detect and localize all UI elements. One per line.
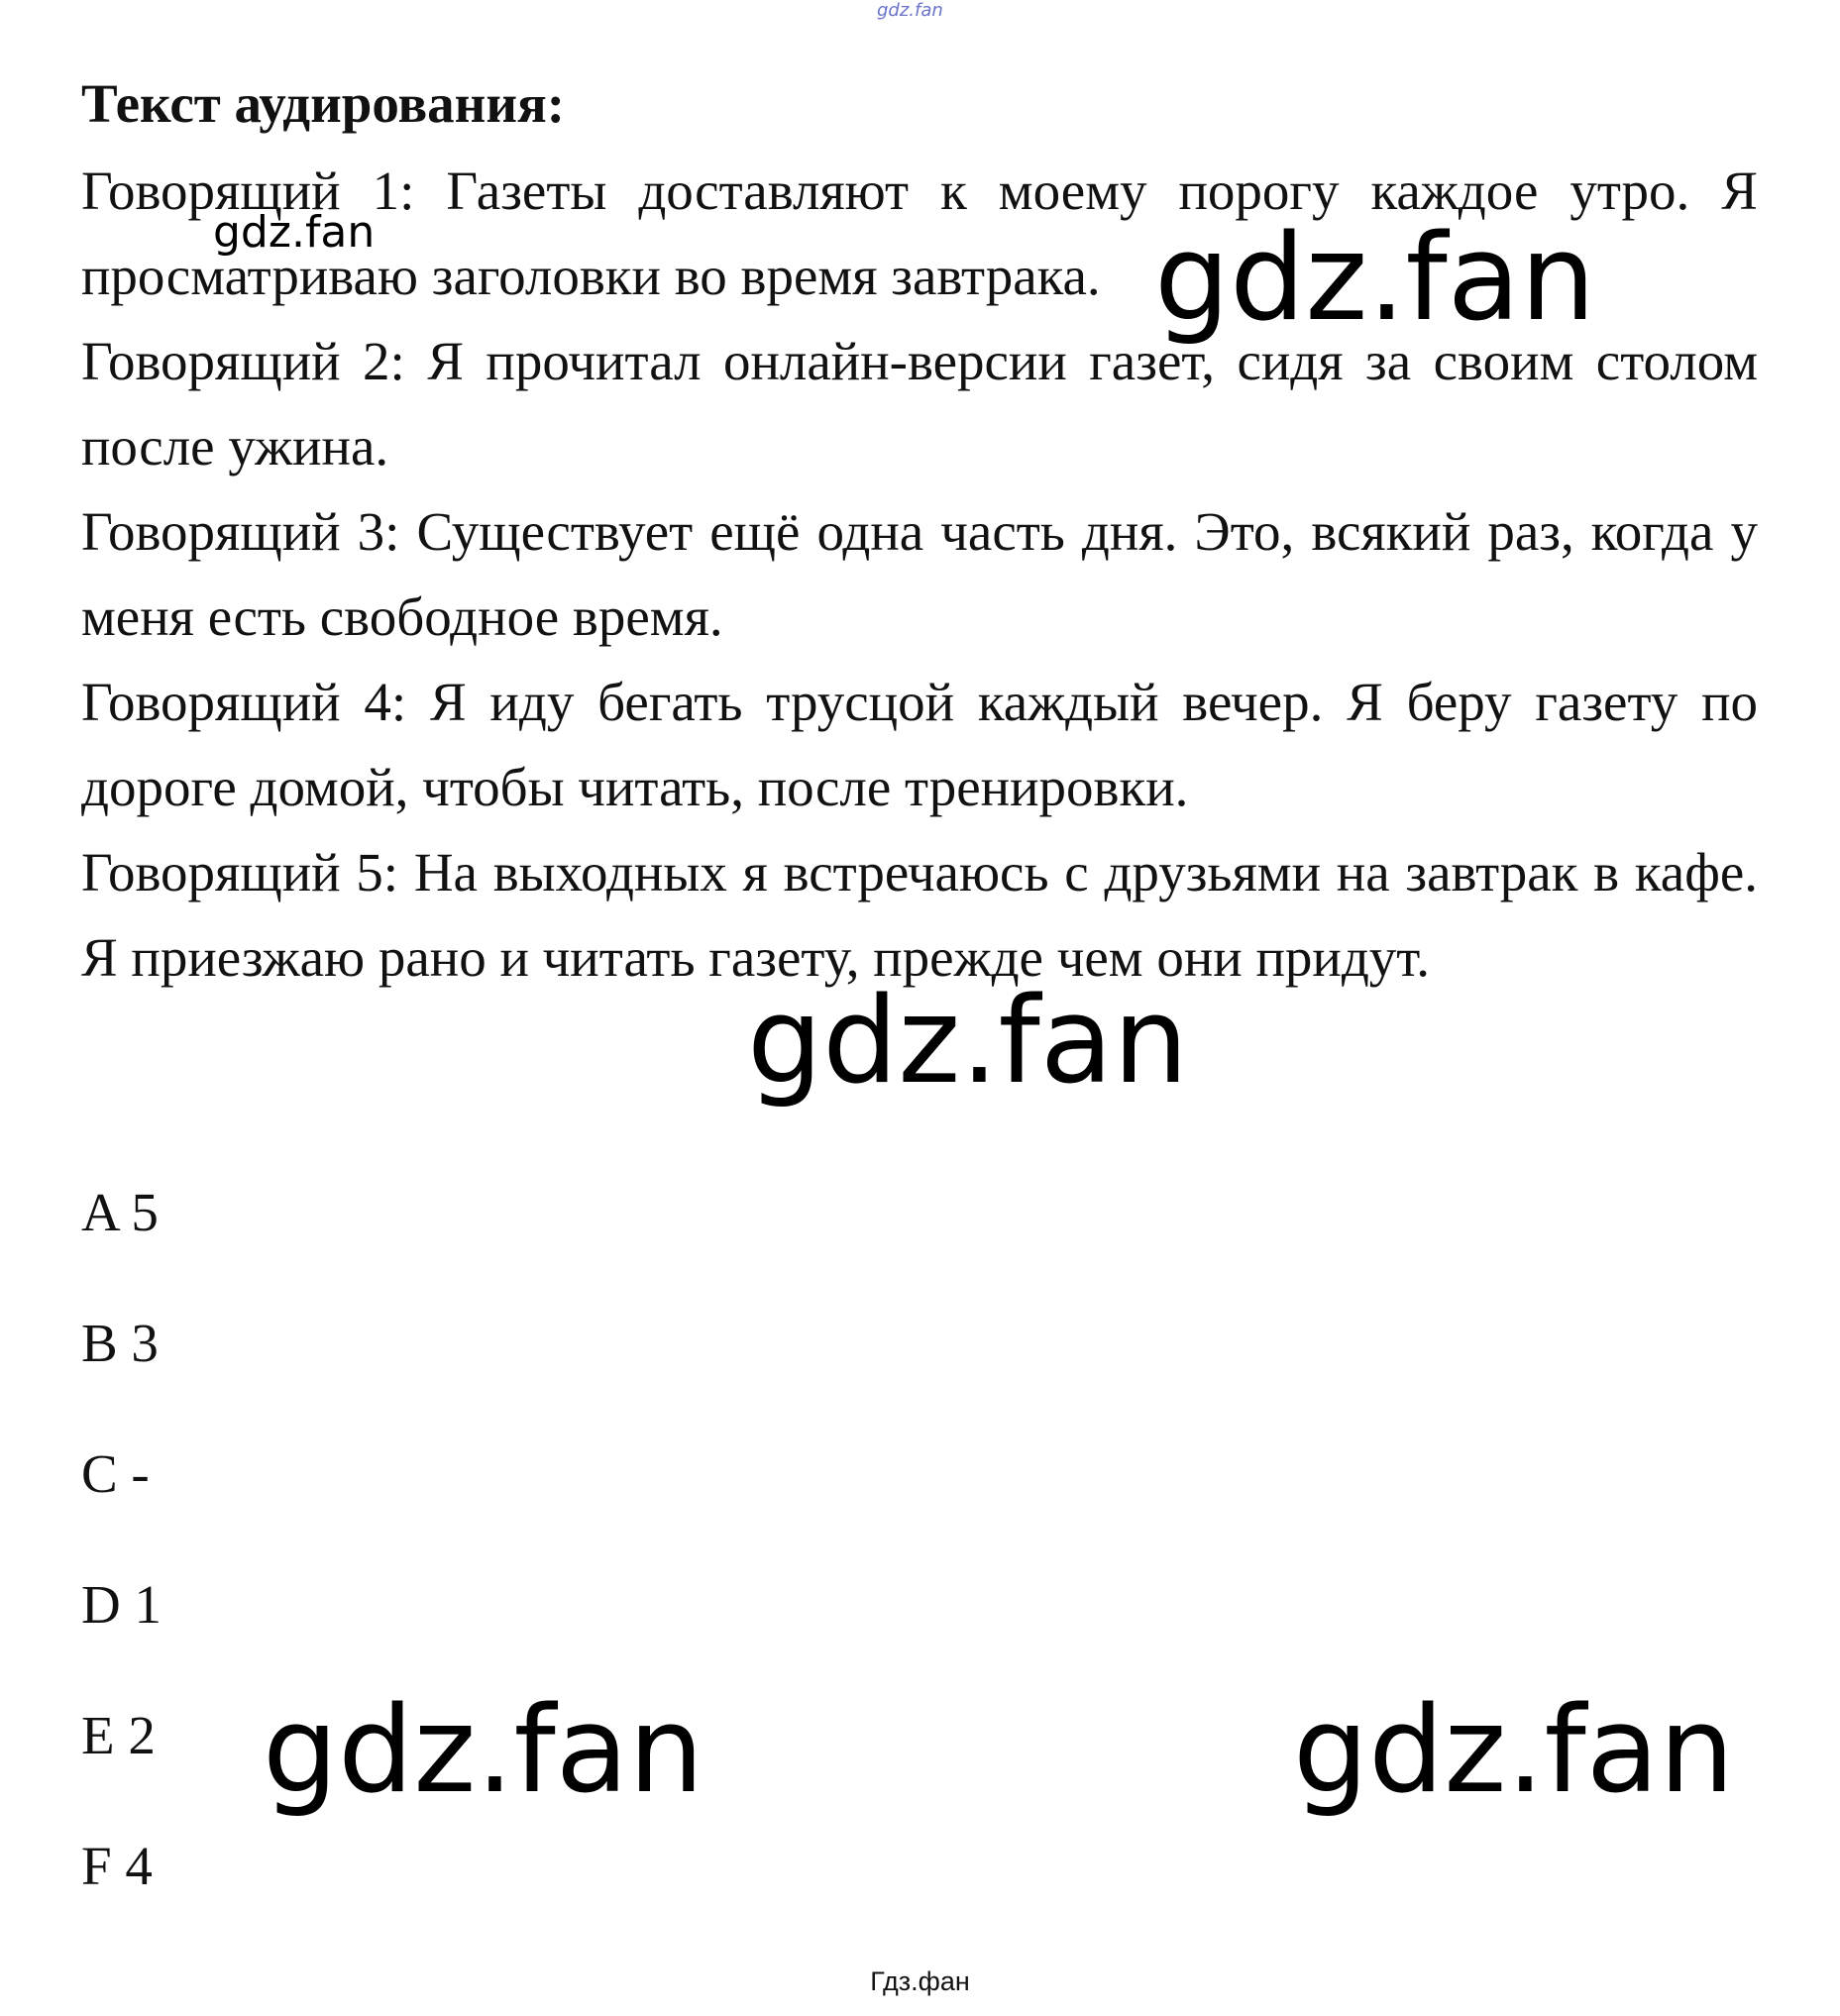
speaker-1-text: Говорящий 1: Газеты доставляют к моему порогу каждое утро. Я просматриваю заголовки во время завтрака. — [81, 160, 1758, 306]
watermark-large-3: gdz.fan — [263, 1682, 704, 1820]
answer-b: B 3 — [81, 1313, 159, 1373]
watermark-large-1: gdz.fan — [1154, 210, 1596, 348]
answer-c: C - — [81, 1443, 150, 1504]
answer-e: E 2 — [81, 1705, 156, 1765]
answer-d: D 1 — [81, 1574, 162, 1635]
watermark-top: gdz.fan — [877, 0, 943, 21]
watermark-large-2: gdz.fan — [747, 973, 1189, 1111]
watermark-small: gdz.fan — [213, 207, 376, 258]
page-heading: Текст аудирования: — [81, 73, 566, 134]
page-footer: Гдз.фан — [870, 1966, 970, 1996]
answer-f: F 4 — [81, 1836, 153, 1896]
watermark-large-4: gdz.fan — [1293, 1682, 1735, 1820]
speaker-2-text: Говорящий 2: Я прочитал онлайн-версии газет, сидя за своим столом после ужина. — [81, 331, 1758, 477]
speaker-4-text: Говорящий 4: Я иду бегать трусцой каждый вечер. Я беру газету по дороге домой, чтобы читать, после тренировки. — [81, 672, 1758, 817]
speaker-3-text: Говорящий 3: Существует ещё одна часть дня. Это, всякий раз, когда у меня есть свободное время. — [81, 501, 1758, 647]
answer-a: A 5 — [81, 1182, 159, 1242]
speaker-5-text: Говорящий 5: На выходных я встречаюсь с друзьями на завтрак в кафе. Я приезжаю рано и читать газету, прежде чем они придут. — [81, 842, 1758, 988]
